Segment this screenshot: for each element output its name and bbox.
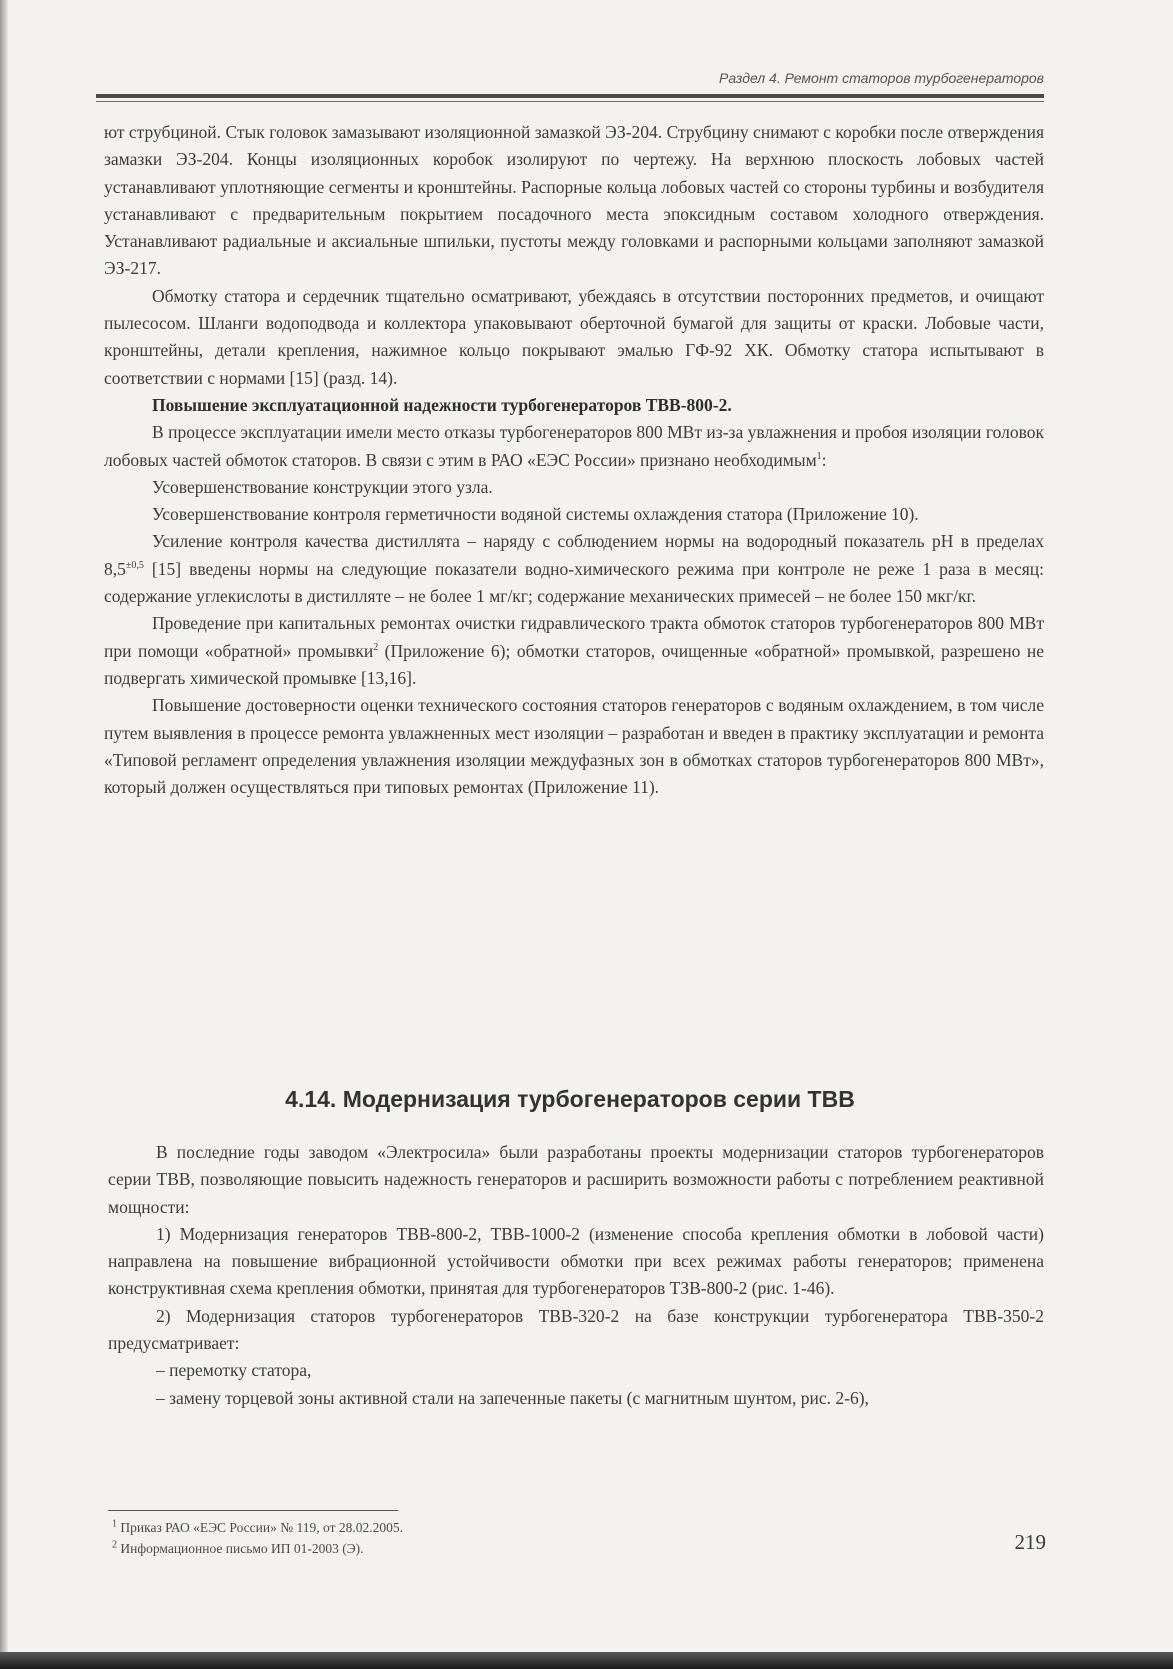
footnote-ref: 2 (373, 641, 379, 653)
paragraph-subheading: Повышение эксплуатационной надежности турбогенераторов ТВВ-800-2. (152, 394, 732, 415)
main-text-bottom (108, 1139, 1044, 1412)
paragraph: 1) Модернизация генераторов ТВВ-800-2, ТВВ-1000-2 (изменение способа крепления обмотки в лобовой части) направлена на повышение вибрационной устойчивости обмотки при всех режимах работы генераторов; применена конструктивная схема крепления обмотки, принятая для турбогенераторов ТЗВ-800-2 (рис. 1-46). (108, 1223, 1044, 1299)
footnote-separator (108, 1510, 398, 1511)
running-head: Раздел 4. Ремонт статоров турбогенераторов (719, 70, 1044, 86)
section-heading: 4.14. Модернизация турбогенераторов серии ТВВ (285, 1086, 855, 1112)
header-rule-thick (96, 94, 1044, 98)
scan-bottom-edge (0, 1652, 1173, 1669)
paragraph: Обмотку статора и сердечник тщательно осматривают, убеждаясь в отсутствии посторонних предметов, и очищают пылесосом. Шланги водоподвода и коллектора упаковывают оберточной бумагой для защиты от краски. Лобовые части, кронштейны, детали крепления, нажимное кольцо покрывают эмалью ГФ-92 ХК. Обмотку статора испытывают в соответствии с нормами [15] (разд. 14). (104, 285, 1044, 388)
footnotes (112, 1517, 712, 1559)
paragraph: Усовершенствование контроля герметичности водяной системы охлаждения статора (Приложение 10). (152, 504, 919, 525)
page-number: 219 (1014, 1530, 1046, 1554)
paragraph: 2) Модернизация статоров турбогенераторов ТВВ-320-2 на базе конструкции турбогенератора ТВВ-350-2 предусматривает: (108, 1305, 1044, 1354)
paragraph: Повышение достоверности оценки технического состояния статоров генераторов с водяным охлаждением, в том числе путем выявления в процессе ремонта увлажненных мест изоляции – разработан и введен в практику эксплуатации и ремонта «Типовой регламент определения увлажнения изоляции междуфазных зон в обмотках статоров турбогенераторов 800 МВт», который должен осуществляться при типовых ремонтах (Приложение 11). (104, 695, 1044, 798)
footnote-ref: 1 (816, 450, 822, 462)
paragraph: – замену торцевой зоны активной стали на запеченные пакеты (с магнитным шунтом, рис. 2-6), (156, 1387, 869, 1408)
main-text-top (104, 119, 1044, 801)
paragraph: ют струбциной. Стык головок замазывают изоляционной замазкой ЭЗ-204. Струбцину снимают с коробки после отверждения замазки ЭЗ-204. Концы изоляционных коробок изолируют по чертежу. На верхнюю плоскость лобовых частей устанавливают уплотняющие сегменты и кронштейны. Распорные кольца лобовых частей со стороны турбины и возбудителя устанавливают с предварительным покрытием посадочного места эпоксидным составом холодного отверждения. Устанавливают радиальные и аксиальные шпильки, пустоты между головками и распорными кольцами заполняют замазкой ЭЗ-217. (104, 122, 1044, 279)
footnote: $^1$ Приказ РАО «ЕЭС России» № 119, от 28.02.2005. (112, 1518, 403, 1535)
paragraph: Усиление контроля качества дистиллята – наряду с соблюдением нормы на водородный показатель рН в пределах $8,5^{\pm 0,5}$ [15] введены нормы на следующие показатели водно-химического режима при контроле не реже 1 раза в месяц: содержание углекислоты в дистилляте – не более 1 мг/кг; содержание механических примесей – не более 150 мкг/кг. (104, 531, 1044, 607)
superscript: ±0,5 (125, 559, 144, 571)
page-binding-shadow (0, 0, 8, 1669)
footnote: $^2$ Информационное письмо ИП 01-2003 (Э). (112, 1539, 364, 1556)
paragraph: – перемотку статора, (156, 1360, 312, 1381)
paragraph: Усовершенствование конструкции этого узла. (152, 476, 493, 497)
header-rule-thin (96, 101, 1044, 102)
paragraph: В процессе эксплуатации имели место отказы турбогенераторов 800 МВт из-за увлажнения и пробоя изоляции головок лобовых частей обмоток статоров. В связи с этим в РАО «ЕЭС России» признано необходимым$^1$: (104, 422, 1044, 470)
paragraph: В последние годы заводом «Электросила» были разработаны проекты модернизации статоров турбогенераторов серии ТВВ, позволяющие повысить надежность генераторов и расширить возможности работы с потреблением реактивной мощности: (108, 1142, 1044, 1217)
paragraph: Проведение при капитальных ремонтах очистки гидравлического тракта обмоток статоров турбогенераторов 800 МВт при помощи «обратной» промывки$^2$ (Приложение 6); обмотки статоров, очищенные «обратной» промывкой, разрешено не подвергать химической промывке [13,16]. (104, 613, 1044, 688)
